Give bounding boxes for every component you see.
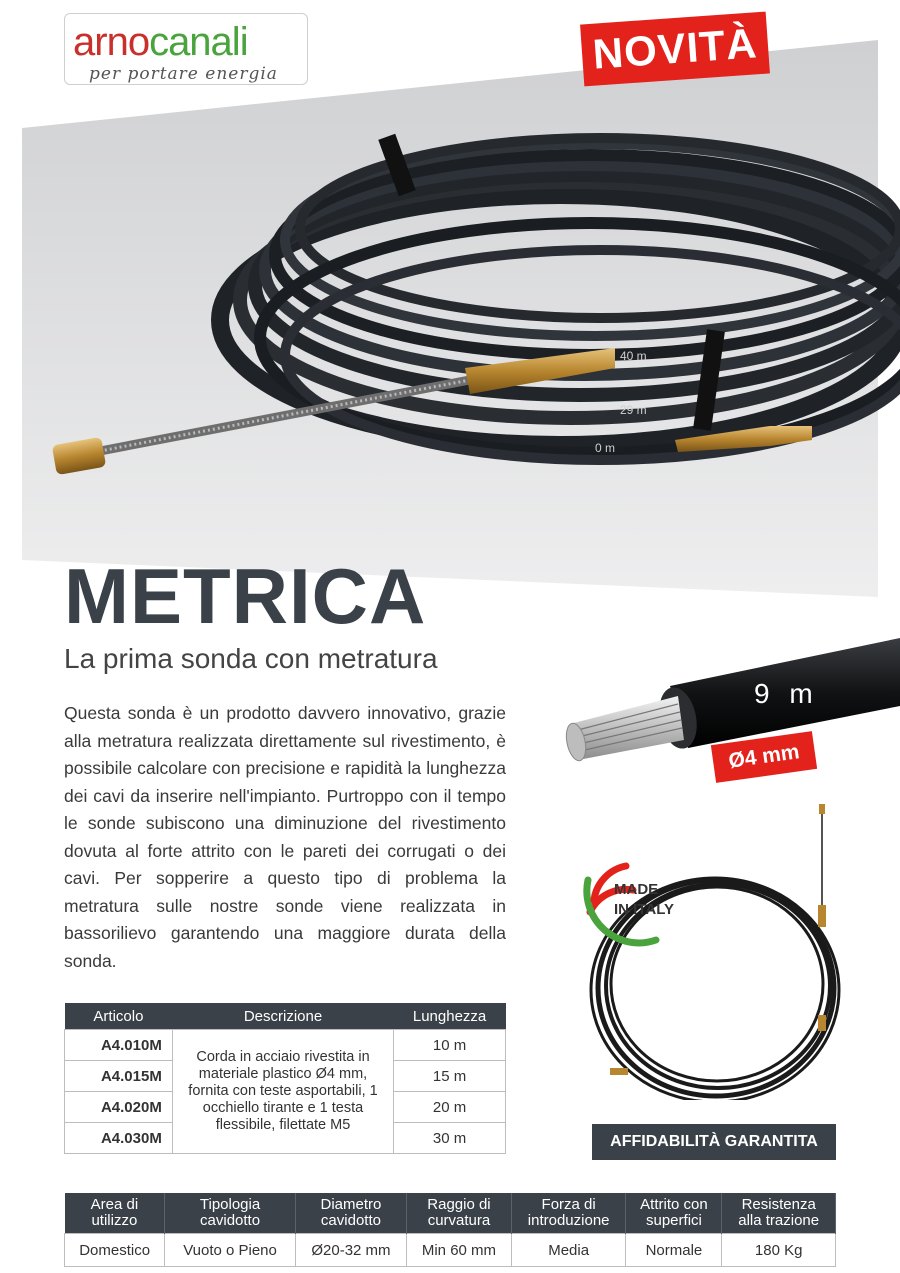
header-resistenza-trazione (722, 1193, 836, 1234)
header-line: introduzione (527, 1212, 610, 1229)
header-raggio-curvatura (407, 1193, 512, 1234)
marking-29m: 29 m (620, 403, 647, 417)
product-table (64, 1003, 506, 1154)
article-description: Corda in acciaio rivestita in materiale plastico Ø4 mm, fornita con teste asportabili, 1 occhiello tirante e 1 testa flessibile, filettate M5 (172, 1030, 393, 1154)
article-length: 15 m (394, 1061, 506, 1092)
header-line: Forza di (541, 1196, 596, 1213)
cable-mark-9m: 9 m (754, 678, 819, 709)
header-line: Tipologia (199, 1196, 261, 1213)
made-in-italy-line1: MADE (614, 881, 659, 898)
diameter-badge: Ø4 mm (711, 731, 817, 783)
logo-wordmark (73, 20, 248, 64)
marking-0m: 0 m (595, 441, 616, 455)
spec-attrito: Normale (626, 1234, 722, 1267)
logo-tagline: per portare energia (89, 64, 278, 84)
header-line: curvatura (427, 1212, 491, 1229)
spec-resistenza: 180 Kg (722, 1234, 836, 1267)
made-in-italy-line2: IN ITALY (614, 901, 675, 918)
article-code: A4.030M (65, 1123, 173, 1154)
article-code: A4.020M (65, 1092, 173, 1123)
header-line: superfici (646, 1212, 702, 1229)
hero-product-photo (0, 0, 900, 600)
header-line: utilizzo (91, 1212, 138, 1229)
product-subtitle: La prima sonda con metratura (64, 643, 438, 674)
new-badge: NOVITÀ (580, 12, 770, 87)
spec-table (64, 1193, 836, 1267)
article-length: 20 m (394, 1092, 506, 1123)
header-attrito-superfici (626, 1193, 722, 1234)
marking-40m: 40 m (620, 349, 647, 363)
header-line: alla trazione (738, 1212, 820, 1229)
logo-word-arno: arno (73, 20, 150, 64)
spec-forza: Media (511, 1234, 626, 1267)
header-line: Resistenza (741, 1196, 816, 1213)
article-code: A4.010M (65, 1030, 173, 1061)
spec-diametro: Ø20-32 mm (295, 1234, 406, 1267)
reliability-banner: AFFIDABILITÀ GARANTITA (592, 1124, 836, 1160)
header-area-utilizzo (65, 1193, 165, 1234)
logo-word-canali: canali (149, 20, 248, 64)
header-line: Area di (90, 1196, 139, 1213)
spec-raggio: Min 60 mm (407, 1234, 512, 1267)
spec-area: Domestico (65, 1234, 165, 1267)
header-lunghezza: Lunghezza (394, 1003, 506, 1030)
header-line: Diametro (320, 1196, 382, 1213)
made-in-italy-label (614, 880, 674, 920)
table-row (65, 1234, 836, 1267)
header-line: cavidotto (320, 1212, 381, 1229)
product-description: Questa sonda è un prodotto davvero innovativo, grazie alla metratura realizzata direttamente sul rivestimento, è possibile calcolare con precisione e rapidità la lunghezza dei cavi da inserire nell'impianto. Purtroppo con il tempo le sonde subiscono una diminuzione del rivestimento dovuta al forte attrito con le pareti dei corrugati o dei cavi. Per sopperire a questo tipo di problema la metratura sulle nostre sonde viene realizzata in bassorilievo garantendo una maggiore durata della sonda. (64, 703, 506, 971)
header-forza-introduzione (511, 1193, 626, 1234)
article-length: 10 m (394, 1030, 506, 1061)
spec-tipologia: Vuoto o Pieno (165, 1234, 295, 1267)
header-line: Raggio di (427, 1196, 491, 1213)
header-tipologia-cavidotto (165, 1193, 295, 1234)
header-diametro-cavidotto (295, 1193, 406, 1234)
cable-section-illustration (560, 636, 900, 816)
article-length: 30 m (394, 1123, 506, 1154)
table-row (65, 1030, 506, 1061)
header-line: Attrito con (640, 1196, 708, 1213)
product-title: METRICA (64, 552, 427, 640)
coiled-probe-image (578, 800, 848, 1100)
header-articolo: Articolo (65, 1003, 173, 1030)
header-line: cavidotto (200, 1212, 261, 1229)
brand-logo (64, 13, 308, 85)
article-code: A4.015M (65, 1061, 173, 1092)
header-descrizione: Descrizione (172, 1003, 393, 1030)
